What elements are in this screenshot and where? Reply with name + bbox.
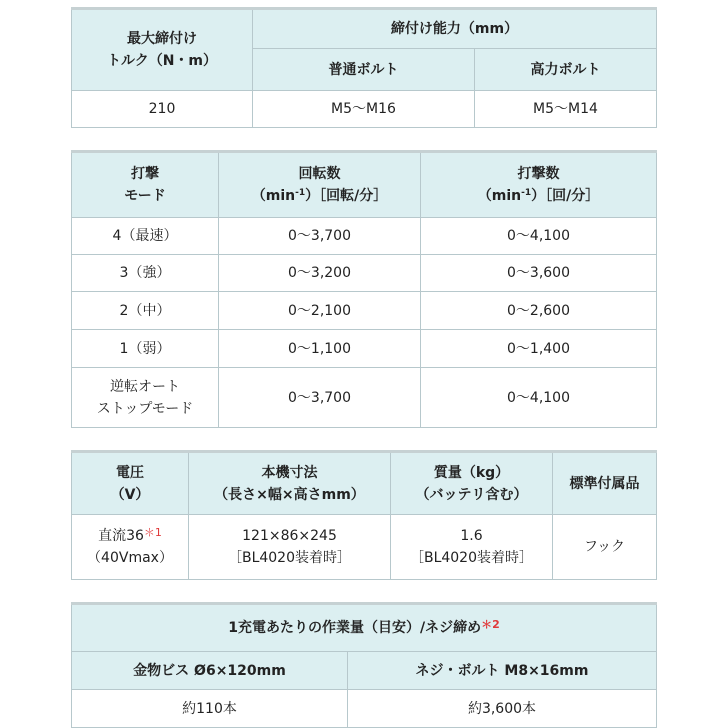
- voltage-header-line2: （V）: [110, 486, 150, 503]
- screw-bolt-count: 約3,600本: [348, 690, 657, 728]
- reverse-auto-stop-line1: 逆転オート: [110, 378, 180, 395]
- rpm-cell: 0～3,200: [219, 255, 421, 292]
- high-strength-bolt-value: M5～M14: [475, 91, 657, 128]
- rotation-speed-header-line2: [219, 185, 420, 207]
- table-row: [72, 255, 657, 292]
- max-torque-header-line2: トルク（N・m）: [106, 53, 218, 69]
- work-capacity-table: [71, 602, 657, 728]
- dimensions-header-line2: （長さ×幅×高さmm）: [214, 486, 365, 503]
- ipm-cell: 0～2,600: [421, 292, 657, 330]
- fastening-capacity-header: 締付け能力（mm）: [253, 9, 657, 49]
- mode-cell: 4（最速）: [72, 218, 219, 255]
- accessory-value: フック: [553, 515, 657, 580]
- impact-rate-header-line1: 打撃数: [517, 166, 560, 182]
- ipm-cell: 0～4,100: [421, 368, 657, 428]
- voltage-value-line2: （40Vmax）: [87, 550, 173, 566]
- dimensions-value: [189, 515, 391, 580]
- table-row: [72, 218, 657, 255]
- impact-rate-header: [421, 152, 657, 218]
- mode-cell: 3（強）: [72, 255, 219, 292]
- mass-header: [391, 452, 553, 515]
- table-row: [72, 292, 657, 330]
- dimensions-header: [189, 452, 391, 515]
- voltage-header-line1: 電圧: [116, 464, 144, 481]
- impact-unit-suffix: ）［回/分］: [531, 188, 600, 204]
- mode-cell: 1（弱）: [72, 330, 219, 368]
- rotation-speed-header-line1: 回転数: [298, 166, 341, 182]
- rotation-speed-header: [219, 152, 421, 218]
- impact-rate-header-line2: [421, 185, 656, 207]
- mode-cell: [72, 368, 219, 428]
- ipm-cell: 0～1,400: [421, 330, 657, 368]
- impact-mode-header-line1: 打撃: [131, 166, 159, 182]
- rpm-cell: 0～2,100: [219, 292, 421, 330]
- impact-mode-header-line2: モード: [124, 188, 166, 204]
- dimensions-value-line1: 121×86×245: [242, 528, 337, 544]
- mass-value-line1: 1.6: [460, 528, 483, 544]
- mode-cell: 2（中）: [72, 292, 219, 330]
- screw-bolt-header: ネジ・ボルト M8×16mm: [348, 652, 657, 690]
- voltage-value-line1: [72, 525, 188, 547]
- voltage-value: [72, 515, 189, 580]
- metal-screw-count: 約110本: [72, 690, 348, 728]
- high-strength-bolt-header: 高力ボルト: [475, 49, 657, 91]
- footnote-marker: ＊1: [143, 526, 162, 539]
- work-capacity-title: 1充電あたりの作業量（目安）/ネジ締め: [228, 620, 482, 636]
- max-torque-value: 210: [72, 91, 253, 128]
- rotation-unit-exponent: -1: [295, 188, 306, 198]
- voltage-header: [72, 452, 189, 515]
- max-torque-header: [72, 9, 253, 91]
- dimensions-header-line1: 本機寸法: [261, 464, 318, 481]
- normal-bolt-header: 普通ボルト: [253, 49, 475, 91]
- normal-bolt-value: M5～M16: [253, 91, 475, 128]
- mass-header-line1: 質量（kg）: [433, 464, 510, 481]
- rpm-cell: 0～3,700: [219, 368, 421, 428]
- work-capacity-header: [72, 604, 657, 652]
- impact-unit-prefix: （min: [477, 188, 522, 204]
- mass-value: [391, 515, 553, 580]
- voltage-dc: 直流36: [98, 528, 144, 544]
- table-row: [72, 368, 657, 428]
- table-row: [72, 330, 657, 368]
- max-torque-header-line1: 最大締付け: [127, 31, 197, 47]
- impact-mode-table: [71, 150, 657, 428]
- accessory-header: 標準付属品: [553, 452, 657, 515]
- dimensions-value-line2: ［BL4020装着時］: [227, 550, 352, 566]
- fastening-capacity-table: [71, 7, 657, 128]
- ipm-cell: 0～3,600: [421, 255, 657, 292]
- impact-unit-exponent: -1: [521, 188, 532, 198]
- metal-screw-header: 金物ビス Ø6×120mm: [72, 652, 348, 690]
- rpm-cell: 0～3,700: [219, 218, 421, 255]
- rotation-unit-suffix: ）［回転/分］: [305, 188, 388, 204]
- impact-mode-header: [72, 152, 219, 218]
- mass-header-line2: （バッテリ含む）: [415, 486, 528, 503]
- rpm-cell: 0～1,100: [219, 330, 421, 368]
- mass-value-line2: ［BL4020装着時］: [409, 550, 534, 566]
- footnote-marker: ＊2: [481, 618, 500, 631]
- reverse-auto-stop-line2: ストップモード: [96, 400, 194, 417]
- rotation-unit-prefix: （min: [251, 188, 296, 204]
- spec-table: [71, 450, 657, 580]
- ipm-cell: 0～4,100: [421, 218, 657, 255]
